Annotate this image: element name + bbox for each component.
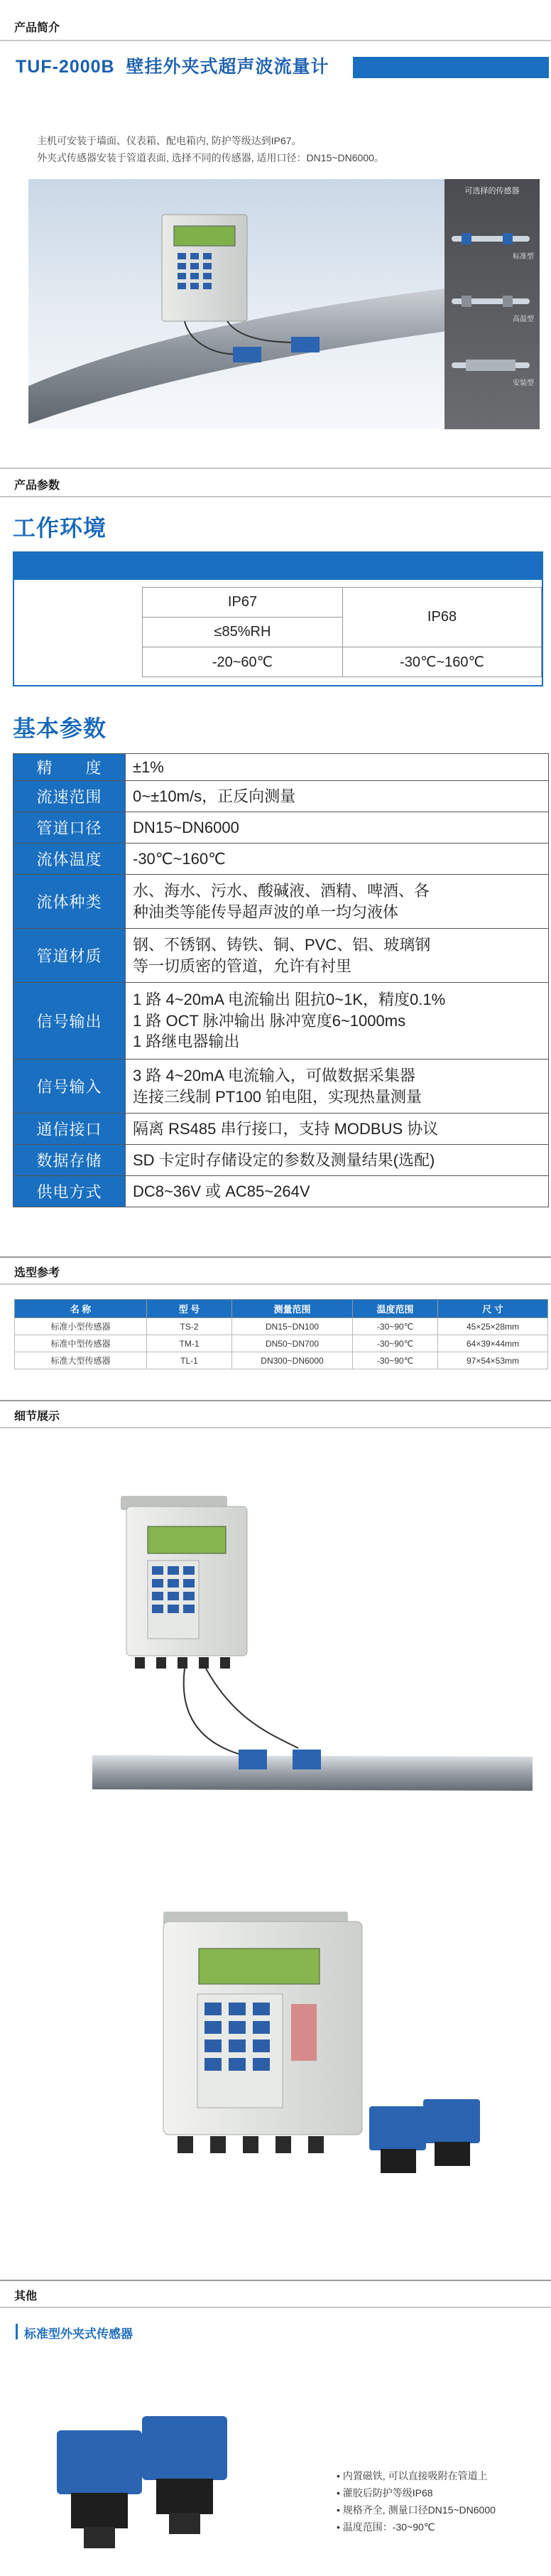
title-accent-bar <box>353 57 549 78</box>
standard-sensor-image <box>50 2402 263 2558</box>
param-row <box>13 781 549 812</box>
section-divider <box>0 1256 551 1258</box>
section-label-intro: 产品简介 <box>14 22 60 34</box>
param-value <box>126 1060 549 1114</box>
table-row <box>15 1335 548 1352</box>
host-display <box>174 226 235 246</box>
param-key: 通信接口 <box>13 1114 126 1145</box>
param-key: 流体种类 <box>13 875 126 929</box>
selection-header: 温度范围 <box>353 1300 438 1318</box>
selection-cell: 标准中型传感器 <box>15 1335 147 1352</box>
sensor-options-panel <box>444 179 540 429</box>
intro-line-1: 主机可安装于墙面、仪表箱、配电箱内, 防护等级达到IP67。 <box>37 135 302 146</box>
selection-cell: -30~90℃ <box>353 1335 438 1352</box>
selection-cell: 标准小型传感器 <box>15 1318 147 1335</box>
param-value-line: 种油类等能传导超声波的单一均匀液体 <box>133 902 399 921</box>
param-row <box>13 1114 549 1145</box>
other-heading: 标准型外夹式传感器 <box>24 2327 133 2341</box>
param-row <box>13 1176 549 1207</box>
detail-wall-mounted-image <box>107 1492 533 1862</box>
sensor-transducer <box>233 347 261 362</box>
selection-cell: TL-1 <box>147 1352 232 1369</box>
sensor-options-illustration <box>444 179 540 429</box>
param-value-line: 连接三线制 PT100 铂电阻，实现热量测量 <box>133 1087 422 1106</box>
section-divider <box>0 2307 551 2308</box>
hero-image <box>28 179 540 429</box>
param-key: 信号输入 <box>13 1060 126 1114</box>
section-divider <box>0 40 551 41</box>
selection-table <box>14 1299 548 1369</box>
section-divider <box>0 496 551 497</box>
feature-item: • 规格齐全, 测量口径DN15~DN6000 <box>337 2504 496 2516</box>
section-label-selection: 选型参考 <box>14 1267 60 1279</box>
section-divider <box>0 468 551 469</box>
selection-cell: 64×39×44mm <box>438 1335 548 1352</box>
param-key: 供电方式 <box>13 1176 126 1207</box>
param-row <box>13 754 549 781</box>
selection-cell: 45×25×28mm <box>438 1318 548 1335</box>
selection-cell: TS-2 <box>147 1318 232 1335</box>
param-row <box>13 1060 549 1114</box>
sensor-options-title: 可选择的传感器 <box>464 187 520 195</box>
product-name: 壁挂外夹式超声波流量计 <box>126 57 329 77</box>
product-model: TUF-2000B <box>16 57 115 77</box>
param-key: 精 度 <box>13 754 126 781</box>
intro-line-2: 外夹式传感器安装于管道表面, 选择不同的传感器, 适用口径：DN15~DN6000。 <box>37 152 384 163</box>
host-humidity-cell: ≤85%RH <box>143 618 343 647</box>
param-row <box>13 844 549 875</box>
param-value-line: 钢、不锈钢、铸铁、铜、PVC、铝、玻璃钢 <box>133 935 431 954</box>
selection-cell: 标准大型传感器 <box>15 1352 147 1369</box>
section-divider <box>0 2280 551 2281</box>
param-row <box>13 875 549 929</box>
selection-header-row <box>15 1300 548 1318</box>
table-row <box>15 1352 548 1369</box>
param-key: 数据存储 <box>13 1145 126 1176</box>
selection-cell: 97×54×53mm <box>438 1352 548 1369</box>
selection-header: 名 称 <box>15 1300 147 1318</box>
selection-cell: DN300~DN6000 <box>232 1352 353 1369</box>
param-value-line: 1 路 OCT 脉冲输出 脉冲宽度6~1000ms <box>133 1011 406 1030</box>
param-key: 信号输出 <box>13 983 126 1060</box>
param-key: 流速范围 <box>13 781 126 812</box>
work-env-panel <box>13 551 543 686</box>
param-value <box>126 875 549 929</box>
param-value: DC8~36V 或 AC85~264V <box>126 1176 549 1207</box>
table-row <box>15 1318 548 1335</box>
param-value <box>126 983 549 1060</box>
param-value: DN15~DN6000 <box>126 812 549 844</box>
selection-cell: -30~90℃ <box>353 1318 438 1335</box>
param-value <box>126 929 549 983</box>
basic-params-table <box>13 753 549 1207</box>
param-value-line: 1 路继电器输出 <box>133 1033 240 1051</box>
param-row <box>13 983 549 1060</box>
section-divider <box>0 1283 551 1285</box>
param-row <box>13 812 549 844</box>
selection-header: 测量范围 <box>232 1300 353 1318</box>
sensor-temp-cell: -30℃~160℃ <box>343 647 542 677</box>
param-value-line: 水、海水、污水、酸碱液、酒精、啤酒、各 <box>133 881 430 900</box>
section-label-params: 产品参数 <box>14 480 60 492</box>
section-divider <box>0 1427 551 1428</box>
selection-header: 型 号 <box>147 1300 232 1318</box>
selection-cell: DN15~DN100 <box>232 1318 353 1335</box>
param-value-line: 1 路 4~20mA 电流输出 阻抗0~1K，精度0.1% <box>133 990 446 1008</box>
host-temp-cell: -20~60℃ <box>143 647 343 677</box>
param-row <box>13 929 549 983</box>
section-label-other: 其他 <box>14 2290 38 2302</box>
param-value-line: 3 路 4~20mA 电流输入，可做数据采集器 <box>133 1066 415 1084</box>
param-key: 流体温度 <box>13 844 126 875</box>
work-env-title: 工作环境 <box>13 515 107 541</box>
param-value: -30℃~160℃ <box>126 844 549 875</box>
sensor-protection-cell: IP68 <box>343 588 542 647</box>
sensor-transducer <box>291 337 320 352</box>
work-env-band <box>14 553 542 580</box>
hero-installation-scene <box>28 179 444 429</box>
feature-item: • 温度范围：-30~90℃ <box>337 2521 435 2533</box>
param-value: SD 卡定时存储设定的参数及测量结果(选配) <box>126 1145 549 1176</box>
param-key: 管道材质 <box>13 929 126 983</box>
selection-cell: TM-1 <box>147 1335 232 1352</box>
work-env-table <box>142 587 542 677</box>
basic-params-title: 基本参数 <box>13 716 107 741</box>
param-value-line: 等一切质密的管道，允许有衬里 <box>133 956 352 975</box>
host-protection-cell: IP67 <box>143 588 343 618</box>
sensor-type-standard: 标准型 <box>513 253 534 261</box>
section-divider <box>0 1400 551 1401</box>
sensor-type-high-temp: 高温型 <box>513 316 534 323</box>
product-title <box>16 53 329 78</box>
param-value: 0~±10m/s，正反向测量 <box>126 781 549 812</box>
feature-item: • 内置磁铁, 可以直接吸附在管道上 <box>337 2470 488 2481</box>
param-row <box>13 1145 549 1176</box>
heading-accent-bar <box>16 2324 18 2339</box>
feature-item: • 灌胶后防护等级IP68 <box>337 2487 433 2499</box>
param-value: 隔离 RS485 串行接口，支持 MODBUS 协议 <box>126 1114 549 1145</box>
selection-header: 尺 寸 <box>438 1300 548 1318</box>
selection-cell: DN50~DN700 <box>232 1335 353 1352</box>
sensor-type-mounted: 安装型 <box>513 379 534 387</box>
param-key: 管道口径 <box>13 812 126 844</box>
section-label-details: 细节展示 <box>14 1411 60 1423</box>
selection-cell: -30~90℃ <box>353 1352 438 1369</box>
param-value: ±1% <box>126 754 549 781</box>
installation-illustration <box>28 179 444 429</box>
detail-host-and-sensors-image <box>156 1912 490 2196</box>
